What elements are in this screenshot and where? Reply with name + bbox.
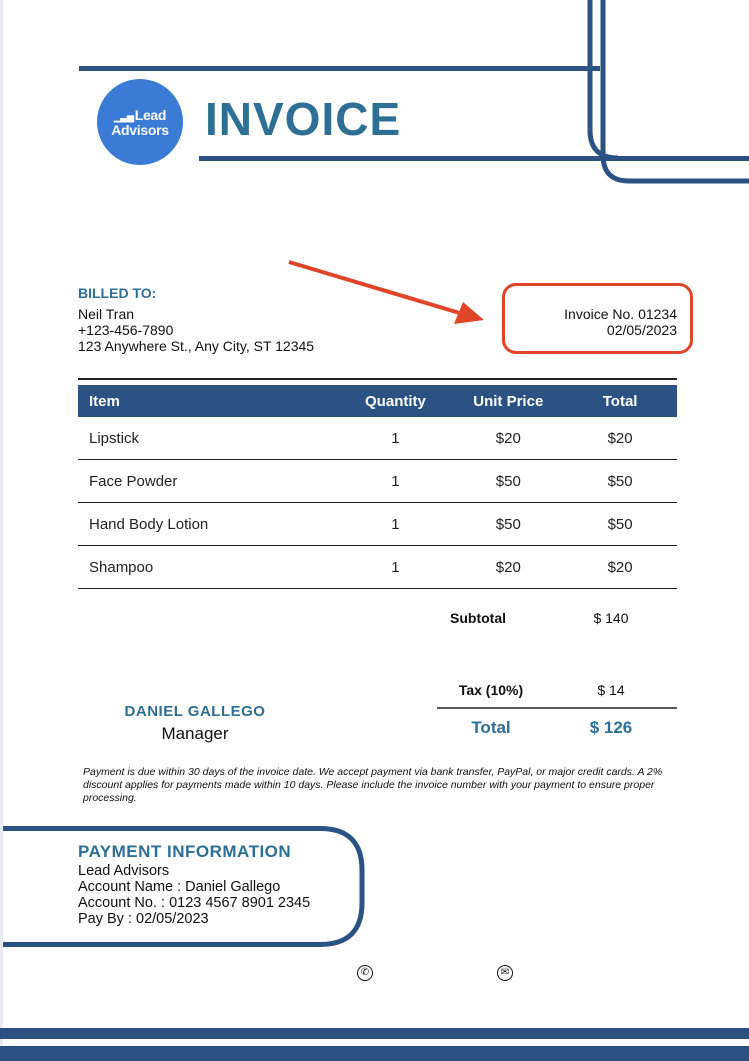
payment-info-block xyxy=(78,863,310,927)
cell-item: Face Powder xyxy=(78,460,338,503)
table-row xyxy=(78,460,677,503)
cell-total: $20 xyxy=(563,417,677,460)
header-unit-price: Unit Price xyxy=(453,385,563,417)
table-row xyxy=(78,546,677,589)
cell-unit-price: $50 xyxy=(453,503,563,546)
total-label: Total xyxy=(471,718,511,737)
cell-unit-price: $20 xyxy=(453,546,563,589)
billed-to-label: BILLED TO: xyxy=(78,285,157,301)
page-title: INVOICE xyxy=(205,93,402,145)
invoice-number: Invoice No. 01234 xyxy=(564,306,677,322)
signatory-title: Manager xyxy=(161,724,229,743)
email-icon: ✉ xyxy=(497,965,513,981)
bar-chart-icon: ▁▃▅ xyxy=(113,111,134,122)
subtotal-value: $ 140 xyxy=(593,610,629,626)
corner-curve-outer xyxy=(603,0,749,181)
billed-phone: +123-456-7890 xyxy=(78,322,174,338)
footer-bar-2 xyxy=(0,1046,749,1061)
company-logo xyxy=(97,79,183,165)
cell-total: $20 xyxy=(563,546,677,589)
phone-icon: ✆ xyxy=(357,965,373,981)
tax-value: $ 14 xyxy=(597,682,625,698)
payment-account-no: Account No. : 0123 4567 8901 2345 xyxy=(78,895,311,911)
billed-name: Neil Tran xyxy=(78,306,135,322)
payment-account-name: Account Name : Daniel Gallego xyxy=(78,879,281,895)
cell-unit-price: $50 xyxy=(453,460,563,503)
cell-quantity: 1 xyxy=(338,460,454,503)
header-item: Item xyxy=(78,385,338,417)
table-header-row xyxy=(78,385,677,417)
payment-info-title: PAYMENT INFORMATION xyxy=(78,842,292,861)
tax-label: Tax (10%) xyxy=(458,682,524,698)
table-row xyxy=(78,503,677,546)
logo-text-line2: Advisors xyxy=(111,121,169,138)
billed-address: 123 Anywhere St., Any City, ST 12345 xyxy=(78,338,315,354)
payment-pay-by: Pay By : 02/05/2023 xyxy=(78,911,209,927)
cell-quantity: 1 xyxy=(338,417,454,460)
items-table xyxy=(78,385,677,589)
cell-total: $50 xyxy=(563,503,677,546)
logo-text-line1: Lead xyxy=(134,106,167,123)
cell-item: Hand Body Lotion xyxy=(78,503,338,546)
table-row xyxy=(78,417,677,460)
arrow-head xyxy=(454,302,484,324)
billed-to-block xyxy=(78,306,318,354)
cell-item: Shampoo xyxy=(78,546,338,589)
cell-item: Lipstick xyxy=(78,417,338,460)
footer-bar-1 xyxy=(0,1028,749,1039)
left-page-edge xyxy=(0,0,3,1061)
subtotal-label: Subtotal xyxy=(450,610,506,626)
cell-total: $50 xyxy=(563,460,677,503)
payment-company: Lead Advisors xyxy=(78,863,170,879)
invoice-date: 02/05/2023 xyxy=(606,322,677,338)
header-total: Total xyxy=(563,385,677,417)
cell-unit-price: $20 xyxy=(453,417,563,460)
header-quantity: Quantity xyxy=(338,385,454,417)
total-value: $ 126 xyxy=(589,718,633,737)
invoice-meta xyxy=(564,306,677,338)
cell-quantity: 1 xyxy=(338,546,454,589)
cell-quantity: 1 xyxy=(338,503,454,546)
signatory-name: DANIEL GALLEGO xyxy=(124,703,266,720)
payment-terms-note: Payment is due within 30 days of the invoice date. We accept payment via bank transfer, PayPal, or major credit cards. A 2% discount applies for payments made within 10 days. Please include the invoice number with your payment to ensure proper processing. xyxy=(83,766,663,804)
